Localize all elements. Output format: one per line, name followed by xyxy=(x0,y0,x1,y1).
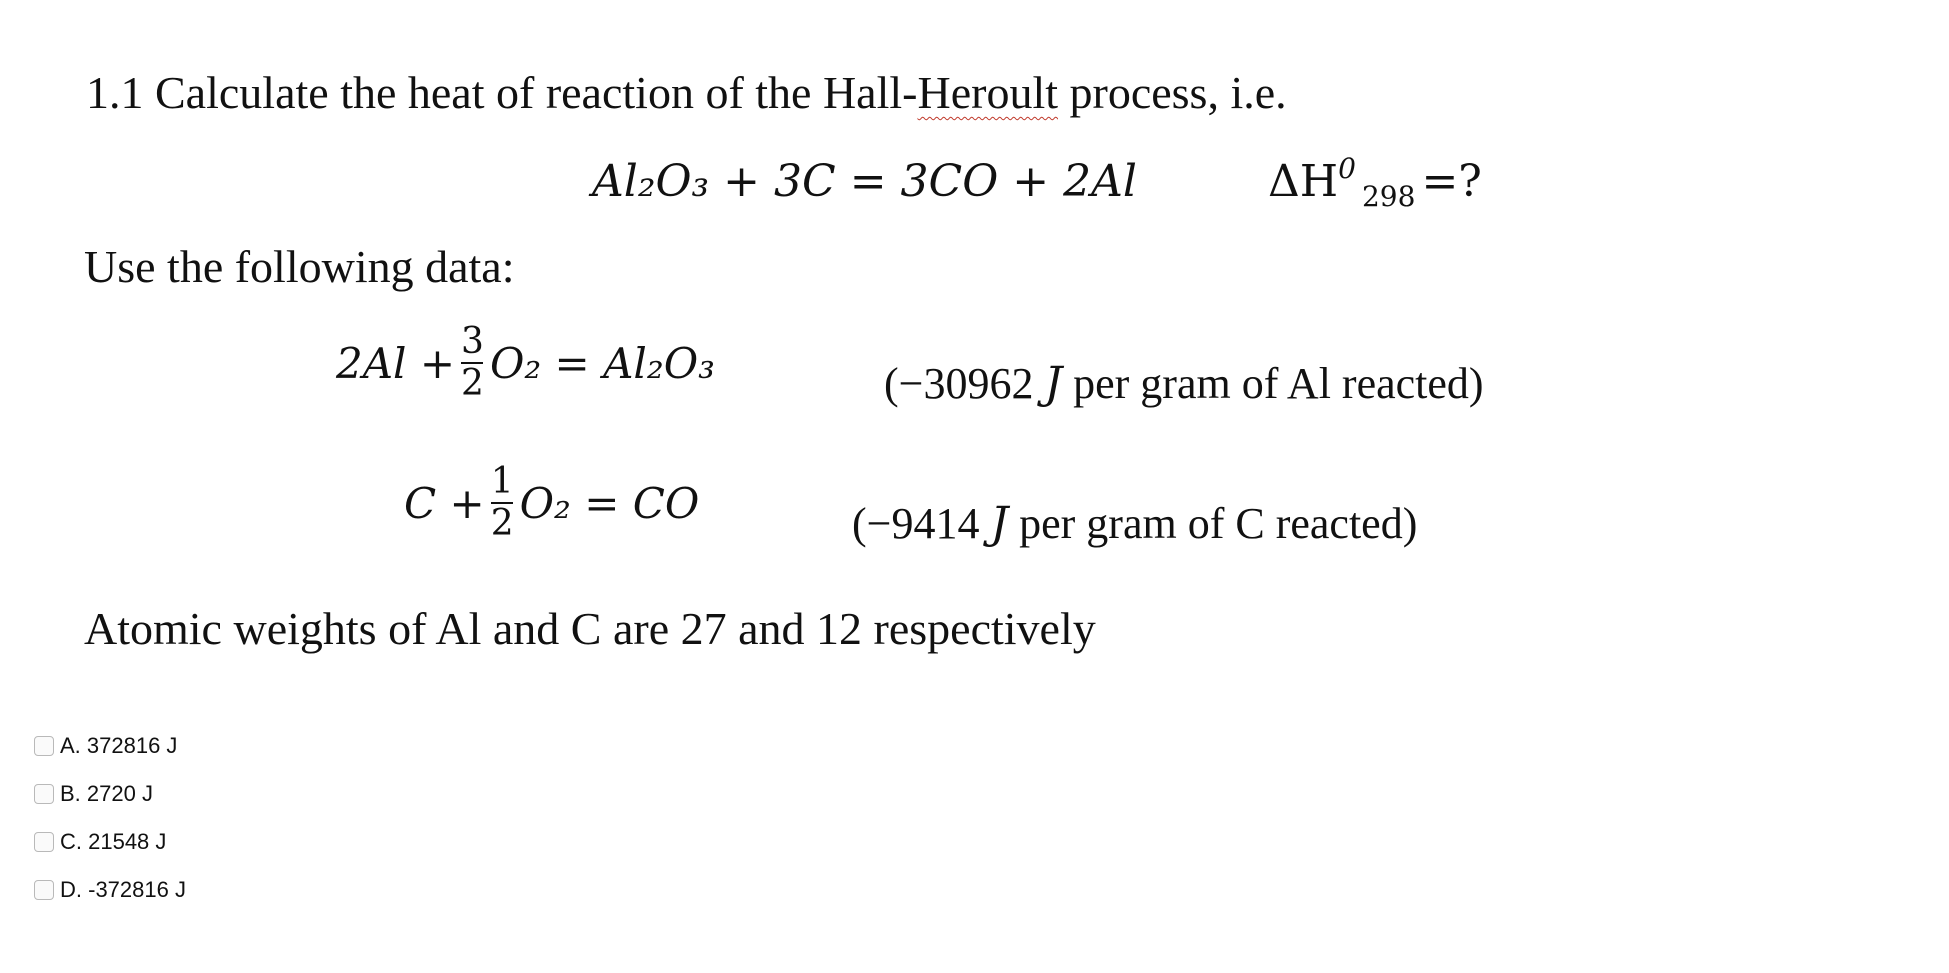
reaction2-note-text: per gram of C reacted) xyxy=(1008,499,1418,548)
main-equation xyxy=(592,156,1137,207)
reaction2-lhs: C + xyxy=(404,478,485,528)
option-a-checkbox[interactable] xyxy=(34,736,54,756)
option-d[interactable] xyxy=(34,866,186,914)
delta-h-expression xyxy=(1268,152,1482,213)
option-d-checkbox[interactable] xyxy=(34,880,54,900)
use-data-label: Use the following data: xyxy=(84,241,515,292)
reaction2-value: (−9414 xyxy=(852,499,991,548)
reaction1-fraction-denominator: 2 xyxy=(461,363,484,404)
option-c-checkbox[interactable] xyxy=(34,832,54,852)
atomic-weights-text: Atomic weights of Al and C are 27 and 12 respectively xyxy=(84,603,1096,654)
main-equation-lhs: Al₂O₃ + 3C xyxy=(592,156,836,207)
main-equation-equals: = xyxy=(835,156,901,207)
delta-h-symbol: ΔH xyxy=(1268,156,1339,207)
title-spellcheck-word: Heroult xyxy=(917,67,1058,118)
reaction2-fraction-numerator: 1 xyxy=(490,461,514,502)
answer-options xyxy=(34,722,186,914)
delta-h-subscript: 298 xyxy=(1361,180,1416,213)
option-a[interactable] xyxy=(34,722,186,770)
option-a-label[interactable]: A. 372816 J xyxy=(60,733,178,758)
reaction1-fraction xyxy=(461,322,484,404)
reaction-aluminum-oxidation xyxy=(336,322,715,404)
option-d-label[interactable]: D. -372816 J xyxy=(60,877,186,902)
option-c-label[interactable]: C. 21548 J xyxy=(60,829,167,854)
reaction1-unit: J xyxy=(1044,358,1063,409)
reaction2-fraction xyxy=(491,462,514,544)
title-part-1: 1.1 Calculate the heat of reaction of the Hall- xyxy=(86,67,918,118)
option-b[interactable] xyxy=(34,770,186,818)
option-b-label[interactable]: B. 2720 J xyxy=(60,781,153,806)
delta-h-superscript: 0 xyxy=(1338,152,1356,185)
main-equation-rhs: 3CO + 2Al xyxy=(900,156,1137,207)
title-part-2: process, i.e. xyxy=(1058,67,1287,118)
reaction1-note-text: per gram of Al reacted) xyxy=(1062,359,1484,408)
option-b-checkbox[interactable] xyxy=(34,784,54,804)
option-c[interactable] xyxy=(34,818,186,866)
reaction1-lhs: 2Al + xyxy=(336,338,456,388)
reaction-carbon-oxidation xyxy=(404,462,699,544)
reaction1-value: (−30962 xyxy=(884,359,1045,408)
reaction1-fraction-numerator: 3 xyxy=(461,321,484,362)
reaction2-enthalpy-note xyxy=(852,498,1417,549)
reaction2-unit: J xyxy=(990,498,1009,549)
question-title xyxy=(86,66,1287,119)
delta-h-equals: =? xyxy=(1421,156,1482,207)
reaction1-enthalpy-note xyxy=(884,358,1484,409)
reaction2-fraction-denominator: 2 xyxy=(490,503,514,544)
reaction2-rhs: O₂ = CO xyxy=(519,478,700,528)
reaction1-rhs: O₂ = Al₂O₃ xyxy=(489,338,715,388)
